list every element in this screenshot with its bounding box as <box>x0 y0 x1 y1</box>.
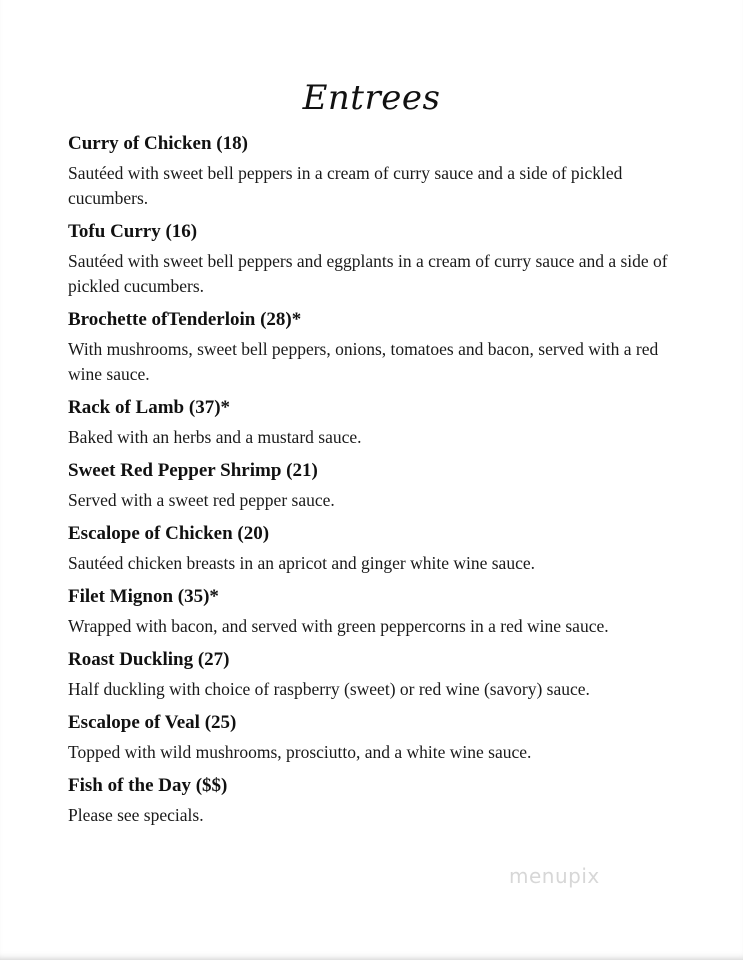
item-name: Sweet Red Pepper Shrimp (21) <box>68 460 318 481</box>
menu-item <box>68 584 668 639</box>
item-name: Escalope of Veal (25) <box>68 712 237 733</box>
item-name: Fish of the Day ($$) <box>68 775 228 796</box>
item-description: Sautéed with sweet bell peppers in a cream of curry sauce and a side of pickled cucumbers. <box>68 163 623 208</box>
item-name: Roast Duckling (27) <box>68 649 230 670</box>
menu-item <box>68 647 668 702</box>
item-description: With mushrooms, sweet bell peppers, onions, tomatoes and bacon, served with a red wine sauce. <box>68 339 659 384</box>
item-description: Half duckling with choice of raspberry (sweet) or red wine (savory) sauce. <box>68 679 590 699</box>
item-description: Served with a sweet red pepper sauce. <box>68 490 335 510</box>
menu-list <box>68 131 668 836</box>
watermark: menupix <box>509 864 600 888</box>
item-description: Please see specials. <box>68 805 204 825</box>
menu-item <box>68 773 668 828</box>
menu-item <box>68 219 668 299</box>
menu-item <box>68 307 668 387</box>
menu-item <box>68 710 668 765</box>
item-description: Sautéed with sweet bell peppers and eggplants in a cream of curry sauce and a side of pickled cucumbers. <box>68 251 668 296</box>
menu-item <box>68 521 668 576</box>
item-description: Sautéed chicken breasts in an apricot and ginger white wine sauce. <box>68 553 535 573</box>
item-name: Tofu Curry (16) <box>68 221 198 242</box>
menu-item <box>68 395 668 450</box>
item-description: Wrapped with bacon, and served with green peppercorns in a red wine sauce. <box>68 616 609 636</box>
page-title: Entrees <box>302 78 441 118</box>
item-name: Brochette ofTenderloin (28)* <box>68 309 302 330</box>
menu-item <box>68 131 668 211</box>
item-name: Filet Mignon (35)* <box>68 586 219 607</box>
item-description: Topped with wild mushrooms, prosciutto, and a white wine sauce. <box>68 742 532 762</box>
menu-item <box>68 458 668 513</box>
item-name: Curry of Chicken (18) <box>68 133 248 154</box>
item-name: Rack of Lamb (37)* <box>68 397 231 418</box>
item-name: Escalope of Chicken (20) <box>68 523 270 544</box>
item-description: Baked with an herbs and a mustard sauce. <box>68 427 362 447</box>
